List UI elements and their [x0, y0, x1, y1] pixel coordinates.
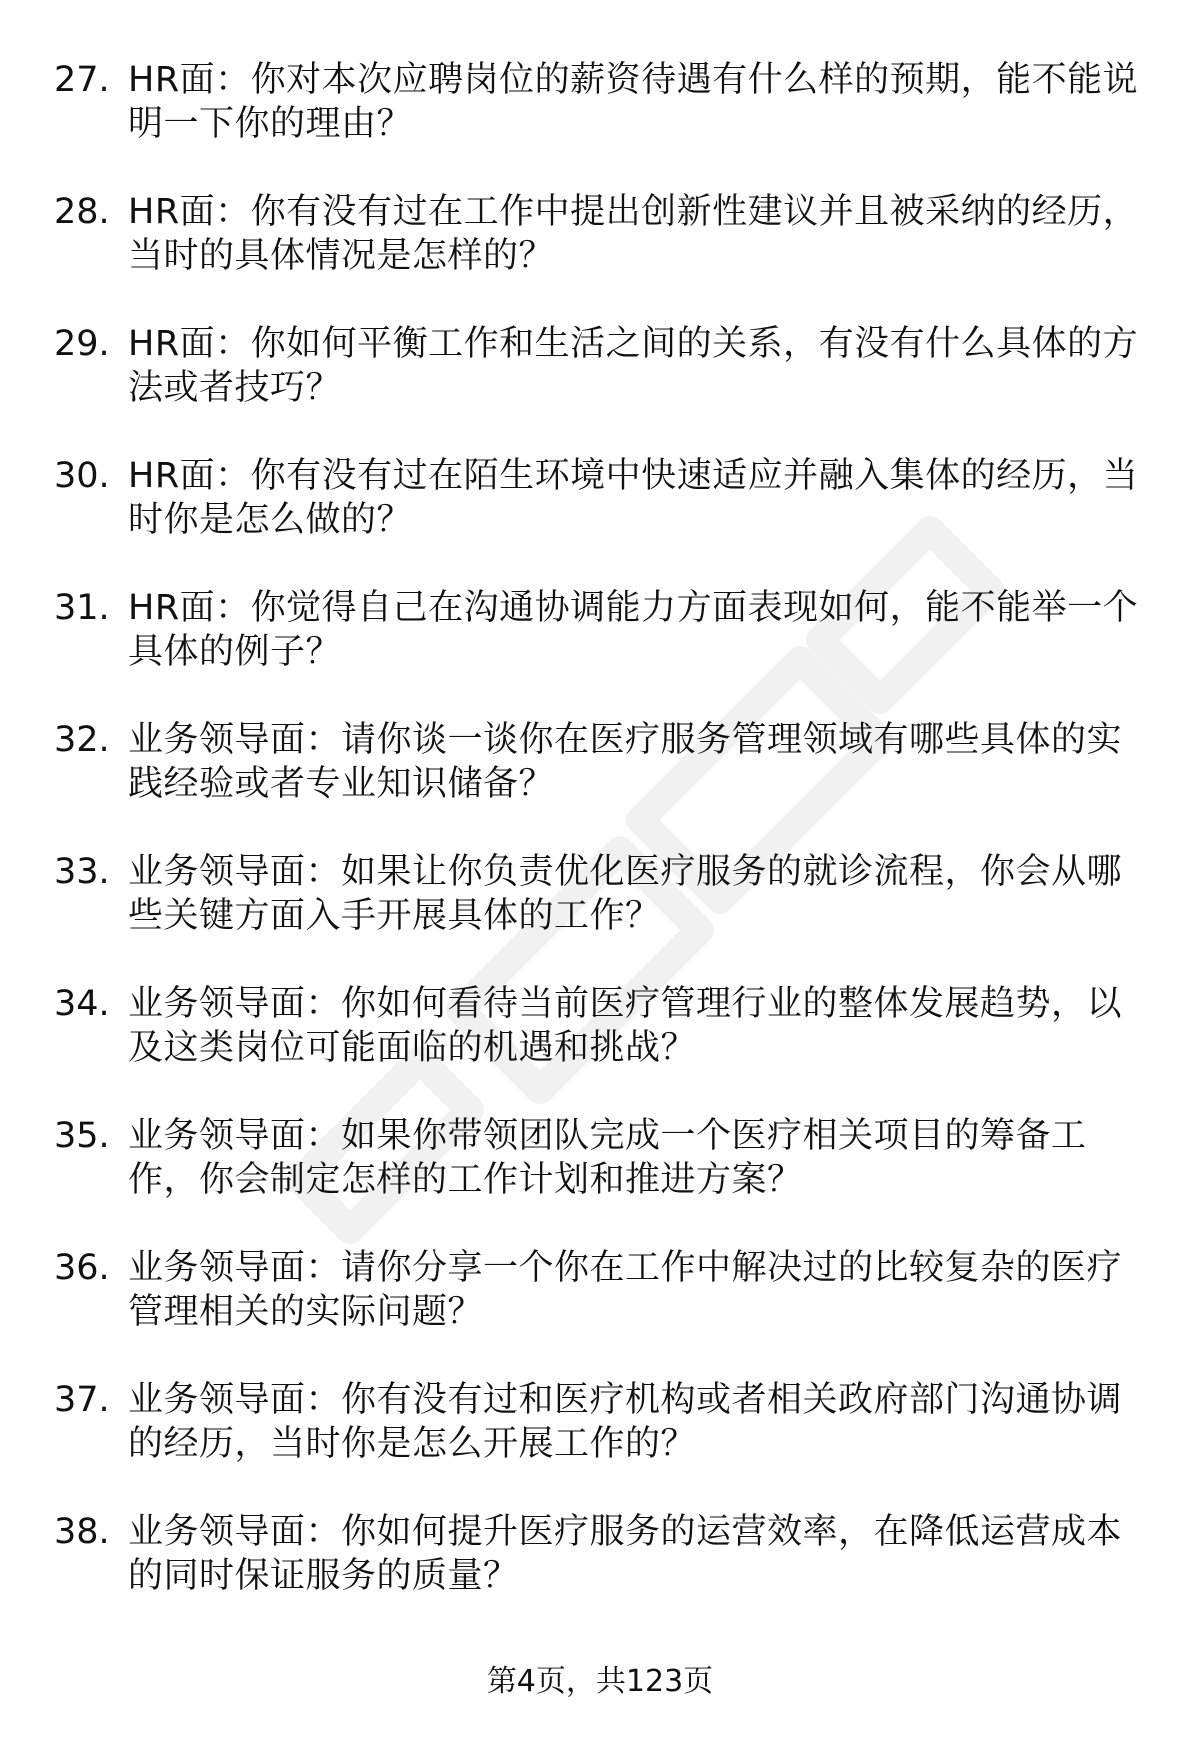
question-line: 管理相关的实际问题？	[128, 1292, 484, 1332]
question-item	[0, 1114, 1200, 1246]
question-item	[0, 190, 1200, 322]
question-line: 作，你会制定怎样的工作计划和推进方案？	[128, 1160, 803, 1200]
question-number: 30.	[54, 456, 110, 496]
question-line: HR面：你如何平衡工作和生活之间的关系，有没有什么具体的方	[128, 324, 1139, 364]
question-item	[0, 850, 1200, 982]
question-line: 业务领导面：你有没有过和医疗机构或者相关政府部门沟通协调	[128, 1380, 1123, 1420]
question-text	[128, 982, 1158, 1070]
question-line: 法或者技巧？	[128, 368, 342, 408]
question-item	[0, 586, 1200, 718]
question-text	[128, 454, 1158, 542]
question-text	[128, 1114, 1158, 1202]
question-item	[0, 718, 1200, 850]
question-line: 的同时保证服务的质量？	[128, 1556, 519, 1596]
question-item	[0, 322, 1200, 454]
question-number: 33.	[54, 852, 110, 892]
question-text	[128, 1510, 1158, 1598]
question-line: HR面：你有没有过在陌生环境中快速适应并融入集体的经历，当	[128, 456, 1139, 496]
question-text	[128, 190, 1158, 278]
question-number: 35.	[54, 1116, 110, 1156]
question-item	[0, 58, 1200, 190]
question-number: 29.	[54, 324, 110, 364]
question-text	[128, 850, 1158, 938]
question-line: 及这类岗位可能面临的机遇和挑战？	[128, 1028, 697, 1068]
question-line: HR面：你对本次应聘岗位的薪资待遇有什么样的预期，能不能说	[128, 60, 1139, 100]
question-number: 34.	[54, 984, 110, 1024]
question-line: 明一下你的理由？	[128, 104, 413, 144]
question-line: 时你是怎么做的？	[128, 500, 413, 540]
question-text	[128, 322, 1158, 410]
question-line: 具体的例子？	[128, 632, 342, 672]
question-text	[128, 1246, 1158, 1334]
question-number: 32.	[54, 720, 110, 760]
question-text	[128, 1378, 1158, 1466]
question-item	[0, 1246, 1200, 1378]
question-item	[0, 982, 1200, 1114]
question-text	[128, 586, 1158, 674]
question-number: 36.	[54, 1248, 110, 1288]
question-number: 27.	[54, 60, 110, 100]
question-line: 当时的具体情况是怎样的？	[128, 236, 555, 276]
question-line: 的经历，当时你是怎么开展工作的？	[128, 1424, 697, 1464]
question-number: 31.	[54, 588, 110, 628]
question-line: HR面：你觉得自己在沟通协调能力方面表现如何，能不能举一个	[128, 588, 1139, 628]
question-line: 业务领导面：请你谈一谈你在医疗服务管理领域有哪些具体的实	[128, 720, 1123, 760]
question-item	[0, 1510, 1200, 1642]
page-footer: 第4页，共123页	[486, 1664, 714, 1699]
question-item	[0, 454, 1200, 586]
question-number: 37.	[54, 1380, 110, 1420]
question-text	[128, 718, 1158, 806]
question-line: HR面：你有没有过在工作中提出创新性建议并且被采纳的经历，	[128, 192, 1139, 232]
question-line: 业务领导面：你如何看待当前医疗管理行业的整体发展趋势，以	[128, 984, 1123, 1024]
question-line: 业务领导面：如果让你负责优化医疗服务的就诊流程，你会从哪	[128, 852, 1123, 892]
question-line: 业务领导面：如果你带领团队完成一个医疗相关项目的筹备工	[128, 1116, 1087, 1156]
question-text	[128, 58, 1158, 146]
question-number: 38.	[54, 1512, 110, 1552]
question-list	[0, 58, 1200, 1642]
question-line: 些关键方面入手开展具体的工作？	[128, 896, 661, 936]
question-line: 业务领导面：请你分享一个你在工作中解决过的比较复杂的医疗	[128, 1248, 1123, 1288]
question-line: 业务领导面：你如何提升医疗服务的运营效率，在降低运营成本	[128, 1512, 1123, 1552]
question-item	[0, 1378, 1200, 1510]
question-number: 28.	[54, 192, 110, 232]
question-line: 践经验或者专业知识储备？	[128, 764, 555, 804]
